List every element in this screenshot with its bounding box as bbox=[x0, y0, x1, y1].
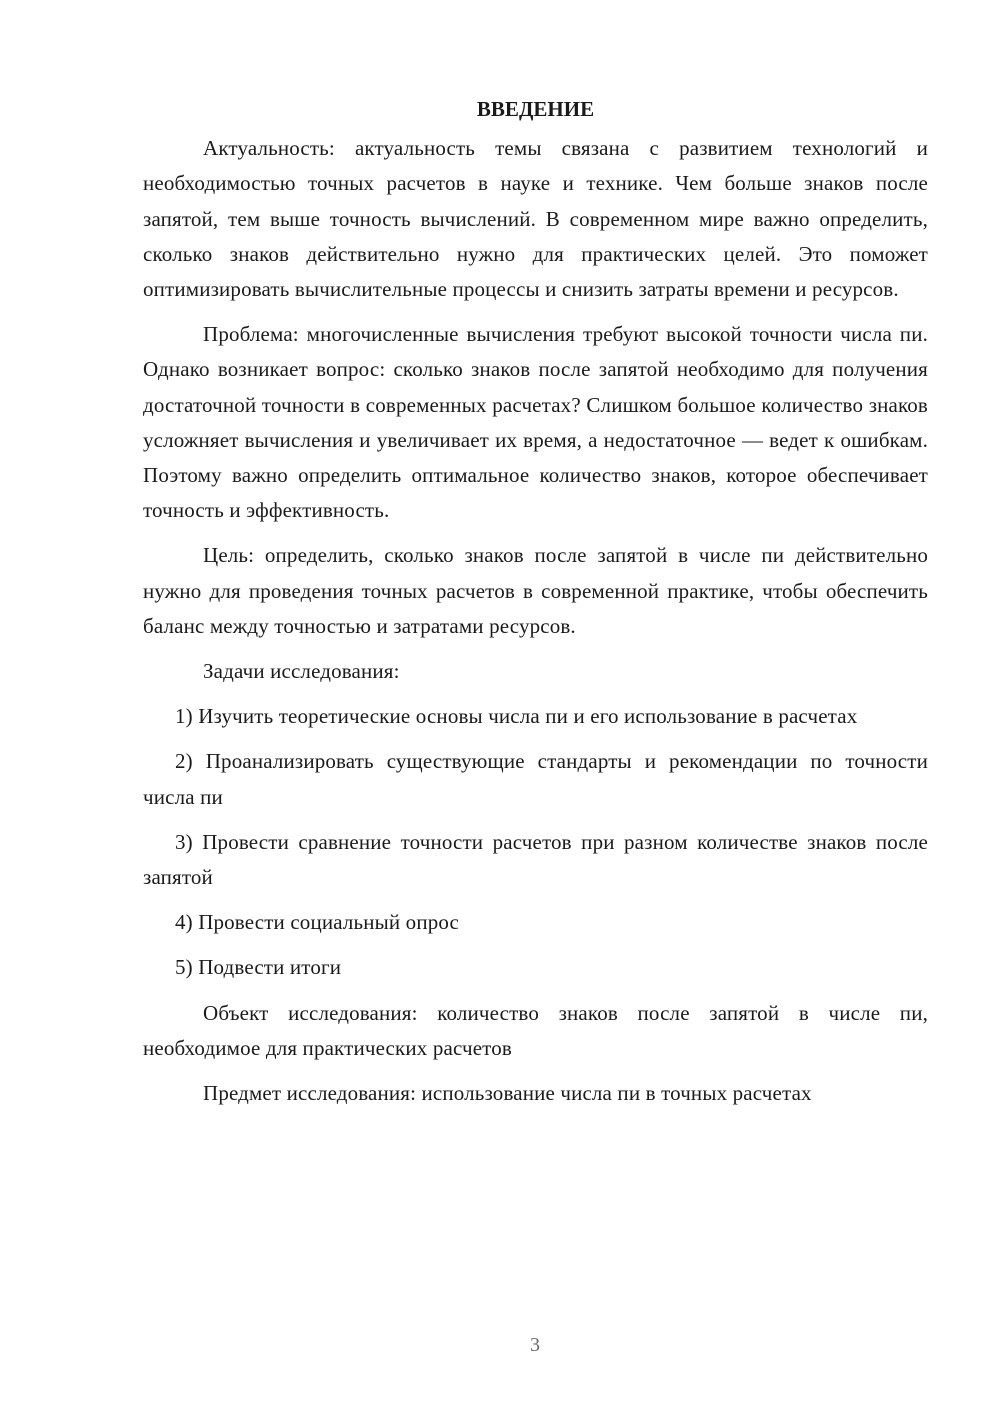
research-object: Объект исследования: количество знаков после запятой в числе пи, необходимое для практических расчетов bbox=[143, 1000, 928, 1060]
paragraph-goal: Цель: определить, сколько знаков после запятой в числе пи действительно нужно для проведения точных расчетов в современной практике, чтобы обеспечить баланс между точностью и затратами ресурсов. bbox=[143, 543, 928, 638]
paragraph-problem: Проблема: многочисленные вычисления требуют высокой точности числа пи. Однако возникает вопрос: сколько знаков после запятой необходимо для получения достаточной точности в современных расчетах? Слишком большое количество знаков усложняет вычисления и увеличивает их время, а недостаточное — ведет к ошибкам. Поэтому важно определить оптимальное количество знаков, которое обеспечивает точность и эффективность. bbox=[143, 322, 928, 523]
section-title: ВВЕДЕНИЕ bbox=[476, 97, 595, 121]
task-item-4: 4) Провести социальный опрос bbox=[175, 910, 460, 935]
task-item-3: 3) Провести сравнение точности расчетов при разном количестве знаков после запятой bbox=[143, 829, 928, 890]
research-subject: Предмет исследования: использование числа пи в точных расчетах bbox=[203, 1081, 812, 1106]
document-page bbox=[143, 92, 928, 1121]
task-item-1: 1) Изучить теоретические основы числа пи и его использование в расчетах bbox=[175, 704, 858, 729]
task-item-2: 2) Проанализировать существующие стандарты и рекомендации по точности числа пи bbox=[143, 749, 928, 809]
tasks-heading: Задачи исследования: bbox=[203, 659, 400, 684]
paragraph-relevance: Актуальность: актуальность темы связана с развитием технологий и необходимостью точных расчетов в науке и технике. Чем больше знаков после запятой, тем выше точность вычислений. В современном мире важно определить, сколько знаков действительно нужно для практических целей. Это поможет оптимизировать вычислительные процессы и снизить затраты времени и ресурсов. bbox=[143, 136, 928, 302]
task-item-5: 5) Подвести итоги bbox=[175, 955, 342, 980]
page-number: 3 bbox=[530, 1334, 540, 1356]
